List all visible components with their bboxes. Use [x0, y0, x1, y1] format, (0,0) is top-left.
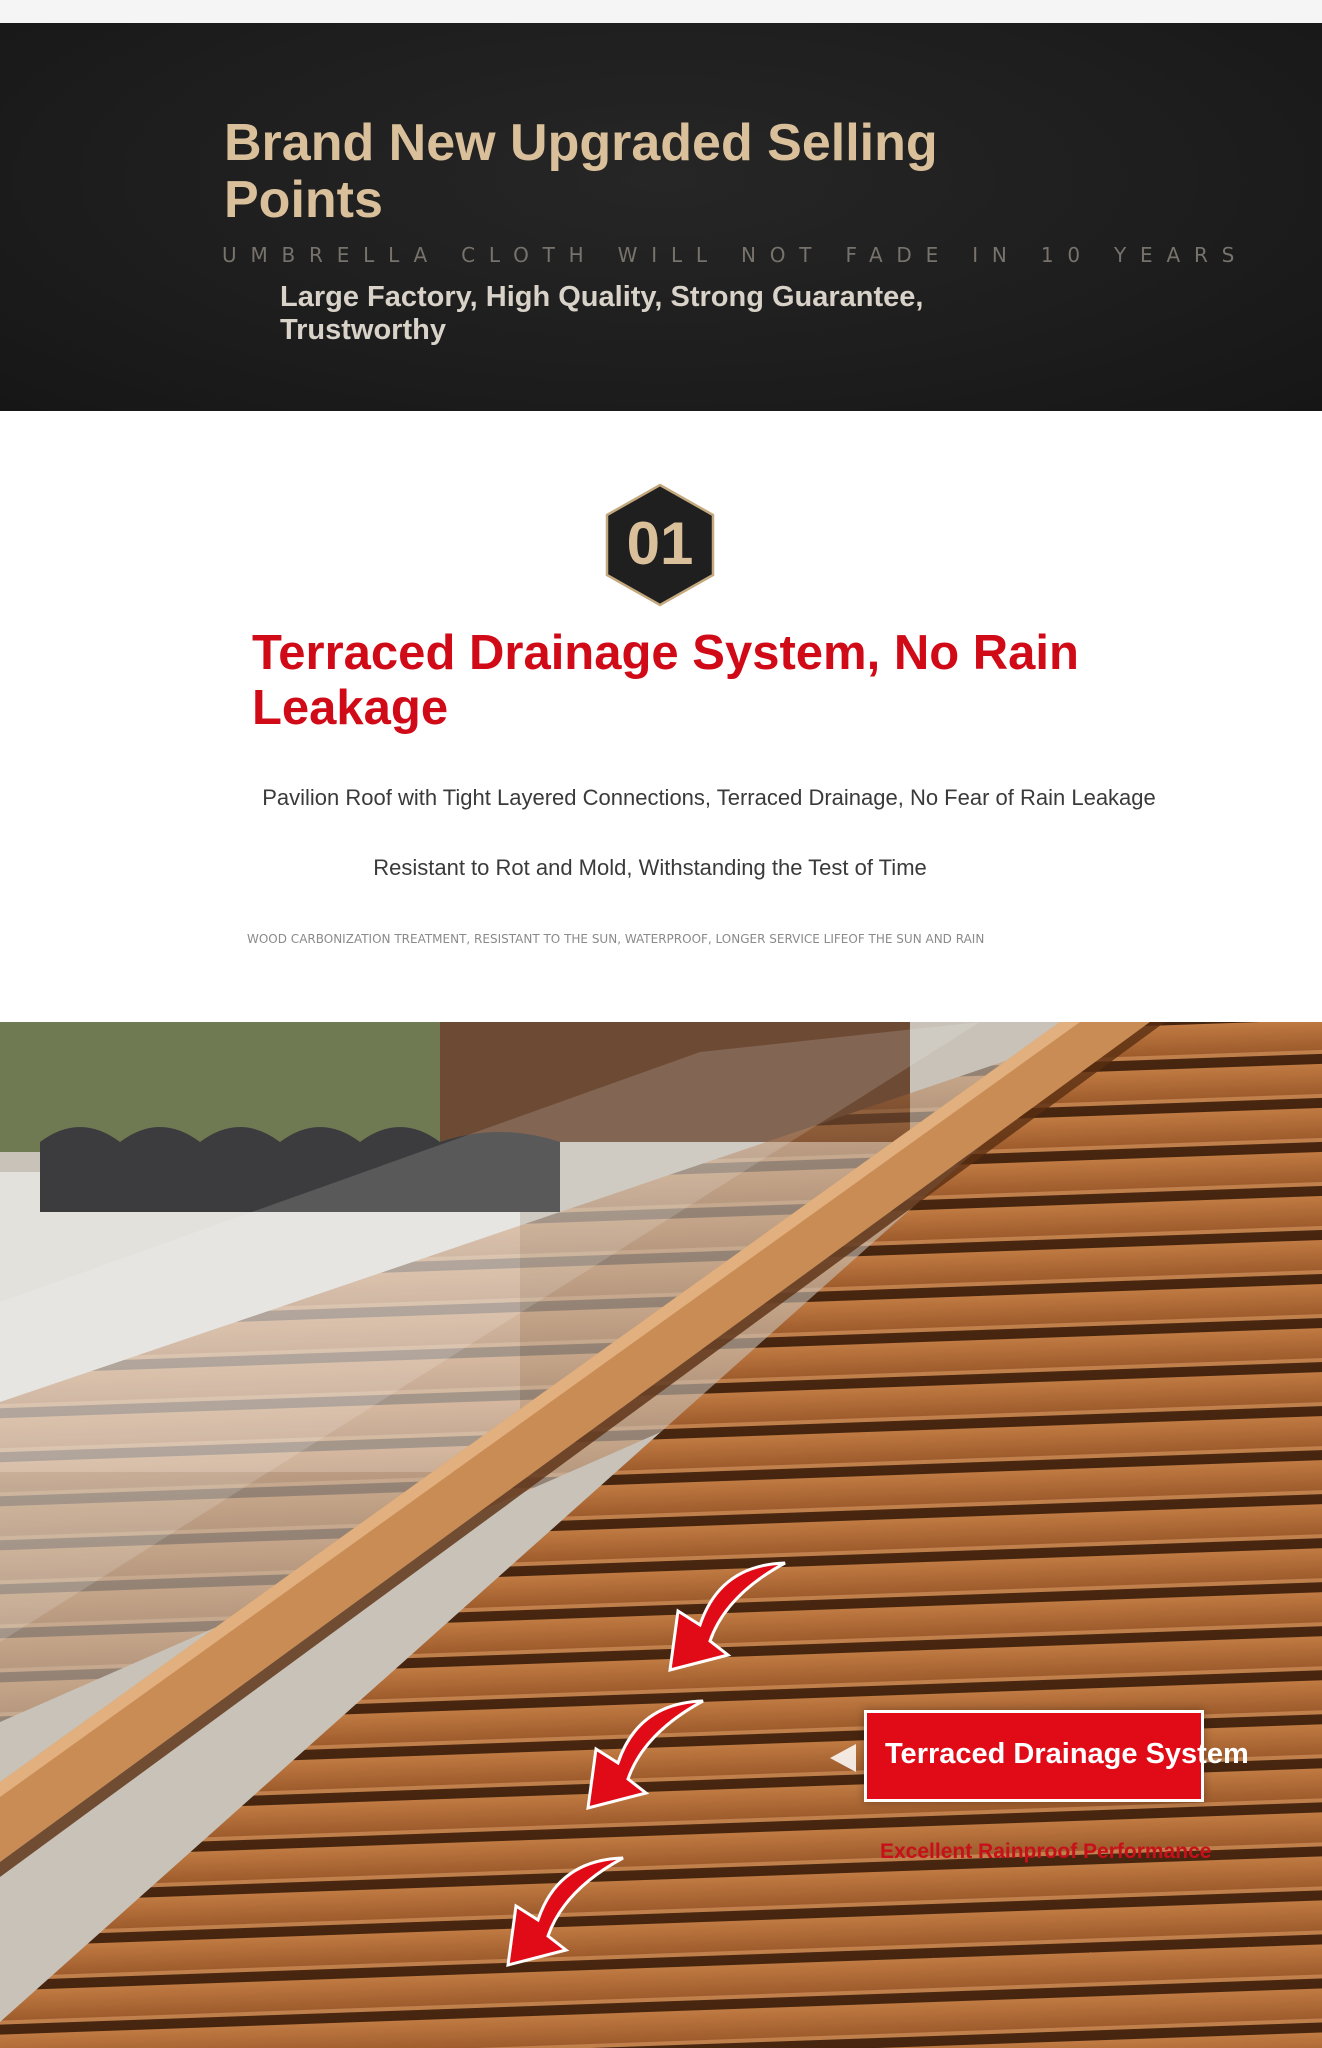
feature-description-2: Resistant to Rot and Mold, Withstanding the Test of Time	[373, 855, 927, 880]
feature-fine-print: WOOD CARBONIZATION TREATMENT, RESISTANT TO THE SUN, WATERPROOF, LONGER SERVICE LIFEOF THE SUN AND RAIN	[247, 932, 985, 946]
feature-number: 01	[626, 510, 694, 577]
banner-subtitle: UMBRELLA CLOTH WILL NOT FADE IN 10 YEARS	[222, 243, 1249, 267]
rainproof-caption: Excellent Rainproof Performance	[880, 1840, 1212, 1863]
banner-title: Brand New Upgraded Selling Points	[224, 114, 938, 229]
feature-title: Terraced Drainage System, No Rain Leakage	[252, 626, 1079, 735]
top-strip	[0, 0, 1322, 23]
hero-banner	[0, 23, 1322, 411]
label-pointer	[830, 1744, 856, 1772]
roof-scene-illustration	[0, 1022, 1322, 2048]
curved-arrow-down-icon	[640, 1555, 790, 1675]
curved-arrow-down-icon	[558, 1693, 708, 1813]
hexagon-badge-icon	[603, 483, 717, 607]
banner-tagline: Large Factory, High Quality, Strong Guarantee, Trustworthy	[280, 281, 924, 346]
drainage-label: Terraced Drainage System	[885, 1738, 1249, 1770]
roof-rain-photo	[0, 1022, 1322, 2048]
curved-arrow-down-icon	[478, 1850, 628, 1970]
feature-description-1: Pavilion Roof with Tight Layered Connections, Terraced Drainage, No Fear of Rain Leakage	[262, 785, 1156, 810]
